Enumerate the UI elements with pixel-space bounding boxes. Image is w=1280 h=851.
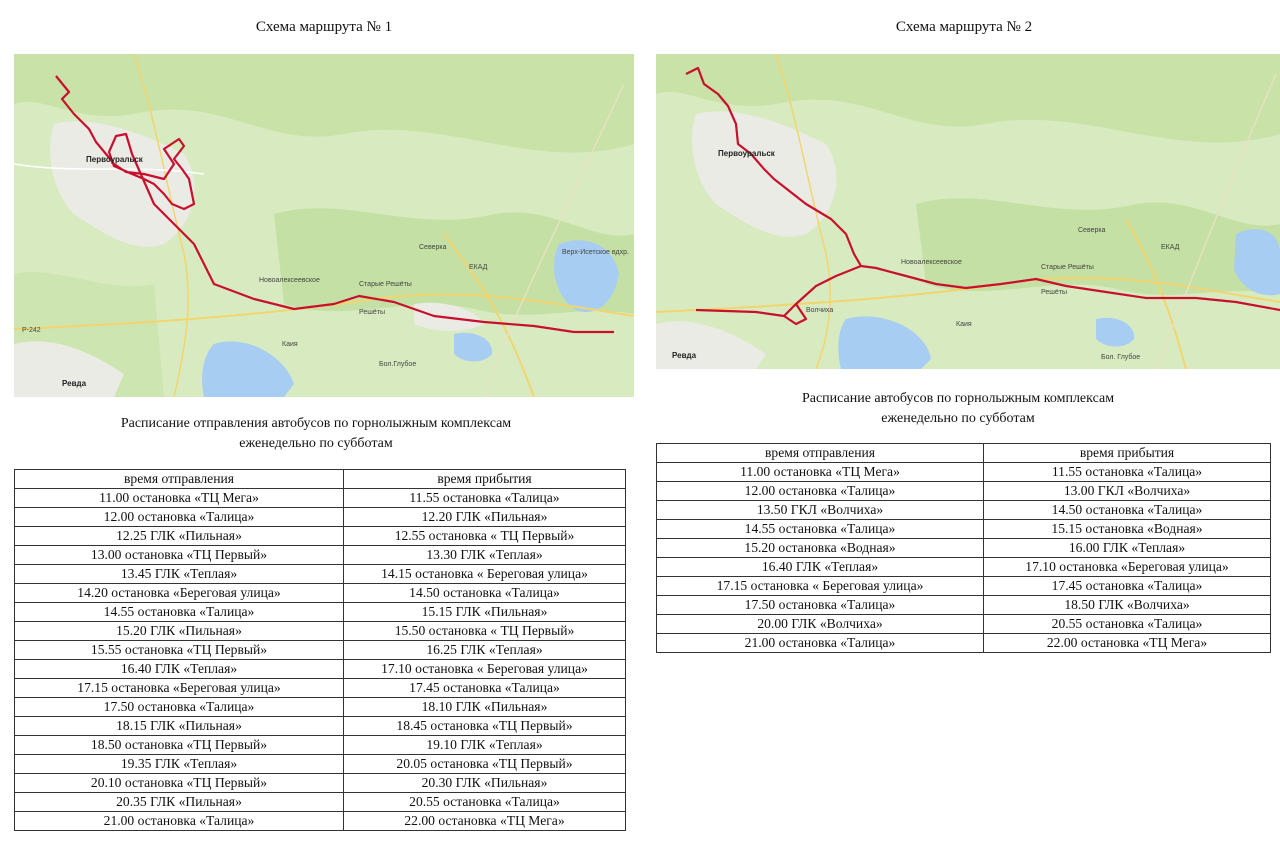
cell-departure: 16.40 ГЛК «Теплая» — [15, 660, 344, 679]
route2-map-svg — [656, 54, 1280, 369]
route1-schedule-table — [14, 469, 626, 831]
route2-title: Схема маршрута № 2 — [895, 19, 1033, 35]
route2-map-label-novoalekseevskoe: Новоалексеевское — [901, 259, 962, 266]
route1-map-label-city: Первоуральск — [86, 155, 143, 164]
cell-arrival: 16.25 ГЛК «Теплая» — [344, 641, 626, 660]
table-row — [657, 615, 1271, 634]
route2-map — [656, 54, 1280, 369]
table-row — [657, 482, 1271, 501]
cell-arrival: 11.55 остановка «Талица» — [984, 463, 1271, 482]
table-row — [657, 634, 1271, 653]
cell-departure: 11.00 остановка «ТЦ Мега» — [657, 463, 984, 482]
route2-schedule-title-line1: Расписание автобусов по горнолыжным комплексам — [801, 391, 1115, 406]
table-row — [15, 603, 626, 622]
route1-map — [14, 54, 634, 397]
table-row — [657, 558, 1271, 577]
route1-map-label-novoalekseevskoe: Новоалексеевское — [259, 277, 320, 284]
cell-arrival: 15.50 остановка « ТЦ Первый» — [344, 622, 626, 641]
route1-map-label-starye-reshety: Старые Решёты — [359, 281, 412, 288]
table-row — [15, 508, 626, 527]
cell-departure: 20.00 ГЛК «Волчиха» — [657, 615, 984, 634]
route1-map-svg — [14, 54, 634, 397]
cell-departure: 12.00 остановка «Талица» — [15, 508, 344, 527]
cell-arrival: 15.15 остановка «Водная» — [984, 520, 1271, 539]
table-row — [15, 812, 626, 831]
route2-schedule-title-line2: еженедельно по субботам — [881, 411, 1035, 426]
cell-arrival: 15.15 ГЛК «Пильная» — [344, 603, 626, 622]
cell-arrival: 11.55 остановка «Талица» — [344, 489, 626, 508]
cell-arrival: 16.00 ГЛК «Теплая» — [984, 539, 1271, 558]
table-row — [15, 698, 626, 717]
route1-map-label-ekad: ЕКАД — [469, 264, 488, 271]
cell-departure: 18.15 ГЛК «Пильная» — [15, 717, 344, 736]
cell-arrival: 22.00 остановка «ТЦ Мега» — [984, 634, 1271, 653]
cell-departure: 17.50 остановка «Талица» — [15, 698, 344, 717]
route1-map-label-reshety: Решёты — [359, 309, 386, 316]
table-row — [15, 717, 626, 736]
cell-arrival: 20.30 ГЛК «Пильная» — [344, 774, 626, 793]
cell-arrival: 13.00 ГКЛ «Волчиха» — [984, 482, 1271, 501]
cell-departure: 21.00 остановка «Талица» — [15, 812, 344, 831]
cell-arrival: 18.10 ГЛК «Пильная» — [344, 698, 626, 717]
route1-schedule-title — [14, 414, 618, 454]
table-header-row — [15, 470, 626, 489]
table-header-row — [657, 444, 1271, 463]
header-departure: время отправления — [15, 470, 344, 489]
table-row — [15, 736, 626, 755]
cell-departure: 17.15 остановка «Береговая улица» — [15, 679, 344, 698]
table-row — [15, 546, 626, 565]
route1-schedule-title-line2: еженедельно по субботам — [239, 436, 393, 451]
cell-departure: 14.55 остановка «Талица» — [657, 520, 984, 539]
table-row — [657, 501, 1271, 520]
cell-departure: 13.50 ГКЛ «Волчиха» — [657, 501, 984, 520]
table-row — [15, 660, 626, 679]
route1-map-label-bol-glubokoe: Бол.Глубое — [379, 361, 417, 368]
route2-map-label-revda: Ревда — [672, 351, 697, 360]
cell-departure: 11.00 остановка «ТЦ Мега» — [15, 489, 344, 508]
route1-schedule-body — [15, 489, 626, 831]
table-row — [15, 565, 626, 584]
route2-map-label-volchikha: Волчиха — [806, 307, 834, 314]
cell-departure: 13.00 остановка «ТЦ Первый» — [15, 546, 344, 565]
route1-schedule-title-line1: Расписание отправления автобусов по горнолыжным комплексам — [120, 416, 512, 431]
table-row — [15, 622, 626, 641]
cell-departure: 21.00 остановка «Талица» — [657, 634, 984, 653]
header-departure: время отправления — [657, 444, 984, 463]
route1-map-label-kaiya: Каия — [282, 341, 298, 348]
header-arrival: время прибытия — [984, 444, 1271, 463]
table-row — [657, 577, 1271, 596]
cell-departure: 19.35 ГЛК «Теплая» — [15, 755, 344, 774]
table-row — [657, 539, 1271, 558]
cell-departure: 17.50 остановка «Талица» — [657, 596, 984, 615]
cell-departure: 18.50 остановка «ТЦ Первый» — [15, 736, 344, 755]
cell-arrival: 20.55 остановка «Талица» — [344, 793, 626, 812]
cell-departure: 16.40 ГЛК «Теплая» — [657, 558, 984, 577]
cell-departure: 12.25 ГЛК «Пильная» — [15, 527, 344, 546]
cell-arrival: 18.50 ГЛК «Волчиха» — [984, 596, 1271, 615]
cell-arrival: 19.10 ГЛК «Теплая» — [344, 736, 626, 755]
route2-schedule-table — [656, 443, 1271, 653]
table-row — [15, 679, 626, 698]
table-row — [15, 527, 626, 546]
route2-map-label-ekad: ЕКАД — [1161, 244, 1180, 251]
cell-departure: 15.20 ГЛК «Пильная» — [15, 622, 344, 641]
cell-departure: 20.35 ГЛК «Пильная» — [15, 793, 344, 812]
cell-arrival: 14.50 остановка «Талица» — [984, 501, 1271, 520]
cell-departure: 13.45 ГЛК «Теплая» — [15, 565, 344, 584]
table-row — [15, 641, 626, 660]
route1-map-label-verkh-iset: Верх-Исетское вдхр. — [562, 249, 629, 256]
table-row — [15, 489, 626, 508]
cell-arrival: 12.20 ГЛК «Пильная» — [344, 508, 626, 527]
header-arrival: время прибытия — [344, 470, 626, 489]
cell-arrival: 18.45 остановка «ТЦ Первый» — [344, 717, 626, 736]
route1-title: Схема маршрута № 1 — [255, 19, 393, 35]
cell-arrival: 17.10 остановка « Береговая улица» — [344, 660, 626, 679]
cell-arrival: 14.15 остановка « Береговая улица» — [344, 565, 626, 584]
cell-arrival: 17.10 остановка «Береговая улица» — [984, 558, 1271, 577]
cell-arrival: 20.05 остановка «ТЦ Первый» — [344, 755, 626, 774]
cell-arrival: 17.45 остановка «Талица» — [984, 577, 1271, 596]
route2-schedule-body — [657, 463, 1271, 653]
route2-schedule-title — [656, 389, 1260, 429]
route2-map-label-starye-reshety: Старые Решёты — [1041, 264, 1094, 271]
route1-map-label-severka: Северка — [419, 244, 447, 251]
cell-arrival: 20.55 остановка «Талица» — [984, 615, 1271, 634]
cell-departure: 15.55 остановка «ТЦ Первый» — [15, 641, 344, 660]
table-row — [15, 774, 626, 793]
route2-map-label-city: Первоуральск — [718, 149, 775, 158]
cell-departure: 15.20 остановка «Водная» — [657, 539, 984, 558]
table-row — [657, 596, 1271, 615]
table-row — [15, 755, 626, 774]
table-row — [657, 463, 1271, 482]
cell-arrival: 13.30 ГЛК «Теплая» — [344, 546, 626, 565]
route2-map-label-severka: Северка — [1078, 227, 1106, 234]
table-row — [657, 520, 1271, 539]
cell-departure: 12.00 остановка «Талица» — [657, 482, 984, 501]
route1-map-label-r242: Р-242 — [22, 327, 41, 334]
cell-departure: 14.55 остановка «Талица» — [15, 603, 344, 622]
cell-departure: 20.10 остановка «ТЦ Первый» — [15, 774, 344, 793]
table-row — [15, 584, 626, 603]
cell-arrival: 17.45 остановка «Талица» — [344, 679, 626, 698]
route2-map-label-reshety: Решёты — [1041, 289, 1068, 296]
table-row — [15, 793, 626, 812]
cell-arrival: 12.55 остановка « ТЦ Первый» — [344, 527, 626, 546]
route2-map-label-bol-glubokoe: Бол. Глубое — [1101, 354, 1141, 361]
route2-map-label-kaiya: Каия — [956, 321, 972, 328]
cell-arrival: 14.50 остановка «Талица» — [344, 584, 626, 603]
cell-arrival: 22.00 остановка «ТЦ Мега» — [344, 812, 626, 831]
cell-departure: 17.15 остановка « Береговая улица» — [657, 577, 984, 596]
cell-departure: 14.20 остановка «Береговая улица» — [15, 584, 344, 603]
route1-map-label-revda: Ревда — [62, 379, 87, 388]
